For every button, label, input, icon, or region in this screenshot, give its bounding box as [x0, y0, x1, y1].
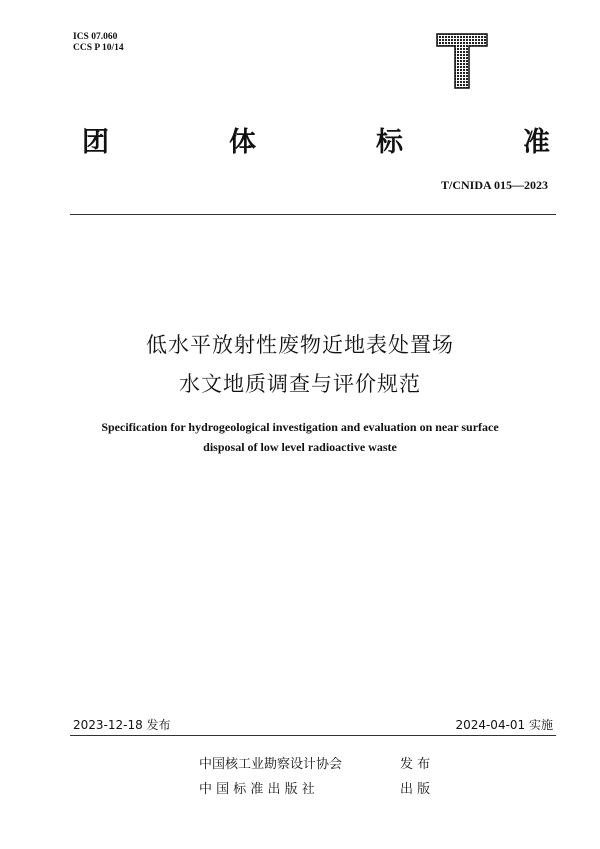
title-en-line1: Specification for hydrogeological investigation and evaluation on near surface: [101, 420, 499, 434]
release-date: 2023-12-18 发布: [73, 718, 171, 732]
ics-code: ICS 07.060: [73, 32, 118, 42]
publisher-org: 中 国 标 准 出 版 社: [199, 782, 315, 797]
standard-type-char: 准: [523, 127, 550, 158]
title-cn-line1: 低水平放射性废物近地表处置场: [146, 333, 454, 357]
standard-type-char: 标: [376, 127, 403, 158]
implement-date: 2024-04-01 实施: [455, 718, 553, 732]
footer-divider: [70, 735, 556, 736]
issuer-org: 中国核工业勘察设计协会: [199, 757, 343, 772]
standard-type-heading: [82, 120, 550, 159]
standard-number: T/CNIDA 015—2023: [440, 178, 548, 192]
title-cn-line2: 水文地质调查与评价规范: [179, 372, 421, 396]
title-en-line2: disposal of low level radioactive waste: [203, 440, 397, 454]
classification-codes: [73, 32, 124, 54]
ccs-code: CCS P 10/14: [73, 43, 124, 53]
issuer-action: 发 布: [400, 757, 431, 772]
standard-type-char: 团: [82, 127, 109, 158]
publisher-action: 出 版: [400, 782, 431, 797]
standard-letter-logo: [436, 33, 488, 89]
header-divider: [70, 214, 556, 215]
standard-type-char: 体: [229, 127, 256, 158]
